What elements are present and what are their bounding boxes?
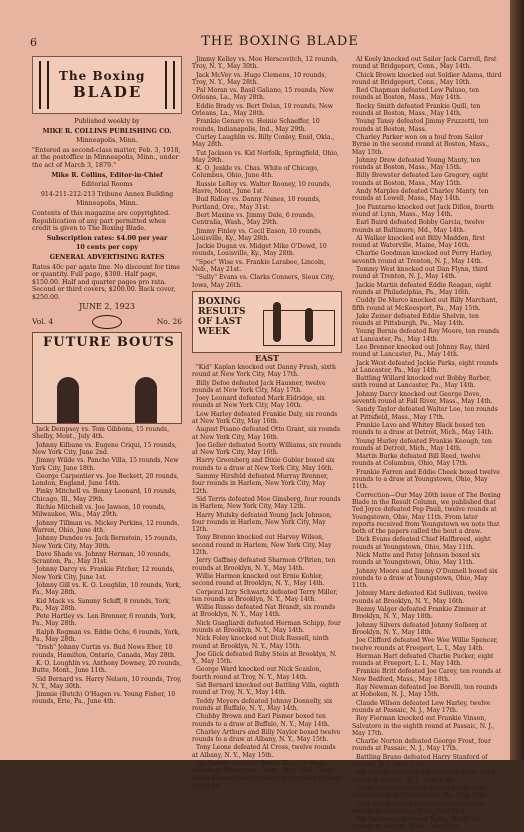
result-item: Sid Bernard knocked out Battling Villa, eighth round at Troy, N. Y., May 14th.: [192, 682, 340, 697]
result-item: Chick Brown knocked out Soldier Adams, third round at Bridgeport, Conn., May 10th.: [352, 71, 502, 86]
future-bout-item: Tut Jackson vs. Kid Norfolk, Springfield, Ohio, May 29th.: [192, 149, 339, 164]
editorial-rooms-label: Editorial Rooms: [81, 181, 133, 189]
result-item: Tony Brenno knocked out Harvey Wilson, second round in Harlem, New York City, May 12th.: [192, 534, 332, 557]
page-binding: [510, 0, 524, 760]
advertising-rates-text: Rates 40c per agate line. No discount for time or quantity. Full page, $300. Half page, $150.00. Half and quarter pages pro rata. Second or third covers, $200.00. Back cover, $250.00.: [32, 263, 180, 301]
result-item: Chubby Brown and Earl Pismer boxed ten rounds to a draw at Buffalo, N. Y., May 14th.: [192, 713, 330, 728]
result-item: Billy Brewster defeated Leo Gregory, eight rounds at Boston, Mass., May 15th.: [352, 172, 489, 187]
result-item: Charley Parker won on a foul from Sailor Byrne in the second round at Boston, Mass., May 15th.: [352, 133, 490, 156]
future-bout-item: Jimmy Kelley vs. Moe Herscovitch, 12 rounds, Troy, N. Y., May 30th.: [192, 56, 339, 71]
result-item: Frankie Lavo and Whitey Black boxed ten rounds to a draw at Detroit, Mich., May 14th.: [352, 421, 494, 437]
publisher-city: Minneapolis, Minn.: [76, 137, 138, 145]
column-middle: [192, 56, 342, 790]
future-bouts-title: FUTURE BOUTS: [43, 335, 175, 351]
result-item: Jake Zeiner defeated Eddie Shelvin, ten rounds at Pittsburgh, Pa., May 14th.: [352, 312, 479, 328]
result-item: Sid Ganske knocked out Spencer Sollo, third round at Passaic, N. J., May 17th.: [352, 769, 495, 784]
result-item: Frankie Britt defeated Joe Carey, ten rounds at New Bedford, Mass., May 18th.: [352, 668, 502, 683]
result-item: Willie Harmon knocked out Ernie Kohler, second round at Brooklyn, N. Y., May 14th.: [192, 572, 325, 588]
boxer-figure-icon: [305, 308, 313, 342]
result-item: Jack West defeated Jackie Parks, eight rounds at Lancaster, Pa., May 14th.: [352, 359, 498, 374]
result-item: Billy Defoe defeated Jack Hausner, twelve rounds at New York City, May 17th.: [192, 379, 326, 394]
future-bout-item: Jack Dempsey vs. Tom Gibbons, 15 rounds, Shelby, Mont., July 4th.: [32, 426, 170, 441]
volume-number: Vol. 4: [32, 317, 54, 327]
issue-number: No. 26: [156, 317, 182, 327]
logo-text-bottom: BLADE: [73, 83, 143, 101]
future-bout-item: Johnny Dundee vs. Jack Bernstein, 15 rounds, New York City, May 30th.: [32, 535, 178, 550]
future-bout-item: Dave Shade vs. Johnny Herman, 10 rounds, Scranton, Pa., May 31st.: [32, 550, 171, 566]
result-item: "Kid" Kaplan knocked out Danny Frush, sixth round at New York City, May 17th.: [192, 363, 336, 379]
result-item: Martin Burke defeated Bill Reed, twelve rounds at Columbus, Ohio, May 17th.: [352, 453, 481, 468]
result-item: Sid Terris defeated Moe Ginsberg, four rounds in Harlem, New York City, May 12th.: [192, 495, 341, 511]
result-item: Nick Matte and Patsy Johnson boxed six rounds at Youngstown, Ohio, May 11th.: [352, 552, 481, 567]
future-bout-item: Johnny Tillman vs. Mickey Perkins, 12 rounds, Warren, Ohio, June 4th.: [32, 519, 180, 534]
future-bout-item: Pal Moran vs. Basil Galiano, 15 rounds, New Orleans, La., May 28th.: [192, 87, 334, 102]
column-right: [352, 56, 502, 832]
result-item: Battling Willard knocked out Bobby Barber, sixth round at Lancaster, Pa., May 14th.: [352, 375, 491, 390]
result-item: Corporal Izzy Schwartz defeated Terry Miller, ten rounds at Brooklyn, N. Y., May 14th.: [192, 588, 338, 603]
result-item: Tony Gill defeated Bud Christiner, twelve rounds at Columbus, Ohio, May 21st.: [352, 800, 484, 815]
mail-entry-notice: "Entered as second-class matter, Feb. 3, 1918, at the postoffice in Minneapolis, Minn., under the act of March 3, 1879.": [32, 146, 181, 169]
result-item: Sammy Hirsfeld defeated Murray Brenner, four rounds in Harlem, New York City, May 12th.: [192, 473, 329, 495]
future-bout-item: K. O. Jenkle vs. Chas. White of Chicago, Columbus, Ohio, June 4th.: [192, 165, 319, 180]
boxing-blade-logo: [32, 56, 182, 114]
result-item: Harry Mulsky defeated Young Jack Johnson, four rounds in Harlem, New York City, May 12th.: [192, 511, 332, 534]
logo-text-top: The Boxing: [59, 69, 146, 83]
east-results-list: [192, 364, 342, 789]
result-item: Harry Greenberg and Dixie Gubler boxed six rounds to a draw at New York City, May 16th.: [192, 457, 335, 472]
east-heading: EAST: [254, 352, 280, 363]
boxing-results-illustration: [192, 291, 342, 353]
future-bout-item: Kid Mack vs. Sammy Schiff, 8 rounds, York, Pa., May 28th.: [32, 597, 171, 612]
result-item: Claude Wilson defeated Lew Harley, twelve rounds at Passaic, N. J., May 17th.: [352, 699, 491, 714]
future-bout-item: Bud Ridley vs. Danny Nunes, 10 rounds, Portland, Ore., May 31st.: [192, 196, 321, 211]
result-item: Charlie Norton defeated George Frost, four rounds at Passaic, N. J., May 17th.: [352, 738, 491, 753]
result-item: Young Hurley defeated Frankie Keough, ten rounds at Detroit, Mich., May 14th.: [352, 437, 492, 452]
result-item: Al Walker knocked out Billy Madden, first round at Waterville, Maine, May 16th.: [352, 234, 485, 250]
result-item: Joe Geller defeated Scotty Williams, six rounds at New York City, May 16th.: [192, 441, 342, 457]
editorial-address: 914-211-212-213 Tribune Annex Building: [40, 190, 174, 198]
result-item: August Pisano defeated Otto Grant, six rounds at New York City, May 16th.: [192, 426, 340, 441]
result-item: Willie Russo defeated Nat Brandt, six rounds at Brooklyn, N. Y., May 14th.: [192, 604, 336, 619]
result-item: Leo Brenner knocked out Johnny Ray, third round at Lancaster, Pa., May 14th.: [352, 343, 490, 359]
result-item: Young Bernie defeated Roy Moore, ten rounds at Lancaster, Pa., May 14th.: [352, 328, 500, 343]
boxer-figure-icon: [57, 377, 79, 423]
result-item: Al Keely knocked out Sailor Jack Carroll, first round at Bridgeport, Conn., May 14th.: [352, 56, 497, 71]
result-item: Tommy West knocked out Dan Flynn, third round at Trenton, N. J., May 14th.: [352, 266, 488, 281]
future-bout-item: Johnny Gill vs. K. O. Loughlin, 10 rounds, York, Pa., May 28th.: [32, 582, 182, 597]
volume-line: [32, 315, 182, 329]
future-bout-item: Jimmy Wilde vs. Pancho Villa, 15 rounds, New York City, June 18th.: [32, 457, 179, 472]
result-item: Lew Harley defeated Frankie Daly, six rounds at New York City, May 16th.: [192, 410, 338, 425]
upcoming-bouts-list: [192, 56, 342, 289]
published-line: Published weekly by: [74, 118, 140, 125]
future-bout-item: "Sully" Evans vs. Clarks Conners, Sioux City, Iowa, May 26th.: [192, 274, 335, 289]
result-item: Joe Pantarno knocked out Jack Dillon, fourth round at Lynn, Mass., May 14th.: [352, 203, 494, 218]
result-item: Johnny Moore and Jimmy O'Donnell boxed six rounds to a draw at Youngstown, Ohio, May 11th.: [352, 567, 498, 590]
publisher-company: MIKE R. COLLINS PUBLISHING CO.: [42, 127, 172, 135]
future-bout-item: Pinky Mitchell vs. Benny Leonard, 10 rounds, Chicago, Ill., May 29th.: [32, 488, 177, 503]
future-bout-item: Jackie Dugan vs. Midget Mike O'Dowd, 10 rounds, Louisville, Ky., May 28th.: [192, 243, 327, 258]
future-bout-item: Johnny Kilbane vs. Eugene Criqui, 15 rounds, New York City, June 2nd.: [32, 441, 177, 456]
result-item: Frankie Farren and Eddie Cheek boxed twelve rounds to a draw at Youngstown, Ohio, May 11th.: [352, 468, 500, 491]
future-bout-item: Jimmy Finley vs. Cecil Eason, 10 rounds, Louisville, Ky., May 28th.: [192, 227, 323, 242]
result-item: Roy Fierman knocked out Frankie Vinson, Salvatore in the eighth round at Passaic, N. J., May 17th.: [352, 715, 495, 737]
result-item: Ray Newman defeated Joe Borelli, ten rounds at Hoboken, N. J., May 15th.: [352, 684, 498, 699]
future-bout-item: Jack McVey vs. Hugo Clemens, 10 rounds, Troy, N. Y., May 28th.: [192, 71, 327, 86]
result-item: Johnny Darcy knocked out George Dove, seventh round at Fall River, Mass., May 14th.: [352, 390, 493, 406]
referee-figure-icon: [273, 302, 281, 342]
results-title: BOXING RESULTS OF LAST WEEK: [198, 296, 246, 337]
advertising-rates-title: GENERAL ADVERTISING RATES: [49, 253, 165, 261]
future-bout-item: Ralph Rogman vs. Eddie Ochs, 6 rounds, York, Pa., May 28th.: [32, 628, 180, 644]
copyright-notice: Contents of this magazine are copyrighted. Republication of any part permitted when credit is given to The Boxing Blade.: [32, 209, 171, 233]
result-item: Jerry Gaffney defeated Sharmon O'Brien, ten rounds at Brooklyn, N. Y., May 14th.: [192, 557, 336, 572]
result-item: Charley Arthurs and Billy Naylor boxed twelve rounds to a draw at Albany, N. Y., May 15th.: [192, 728, 341, 744]
future-bout-item: Johnny Darcy vs. Frankie Fitcher, 12 rounds, New York City, June 1st.: [32, 566, 175, 581]
future-bout-item: Bert Maxine vs. Jimmy Dale, 6 rounds, Centralia, Wash., May 29th.: [192, 211, 316, 227]
result-item: Joey Leonard defeated Mark Eldridge, six rounds at New York City, May 16th.: [192, 395, 325, 410]
result-item: Johnny Silvers defeated Johnny Solberg at Brooklyn, N. Y., May 18th.: [352, 621, 487, 636]
result-item: Joe Clifford defeated Wee Wee Willie Spencer, twelve rounds at Freeport, L. I., May 14th.: [352, 637, 498, 652]
result-item: Battling Bruno defeated Harry Stanford of Passaic, N. J., May 17th.: [352, 753, 488, 769]
issue-date: JUNE 2, 1923: [79, 302, 135, 312]
result-item: Red Chapman defeated Lew Paluso, ten rounds at Boston, Mass., May 14th.: [352, 87, 480, 102]
future-bout-item: Curley Laughlin vs. Billy Conley, Enid, Okla., May 28th.: [192, 133, 335, 149]
result-item: Earl Baird defeated Bobby Garcia, twelve rounds at Baltimore, Md., May 14th.: [352, 219, 485, 234]
result-item: Benny Valger defeated Frankie Zimmer at Brooklyn, N. Y., May 18th.: [352, 606, 487, 621]
boxer-figure-icon: [135, 377, 157, 423]
result-item: Nick Foley knocked out Dick Russell, ninth round at Brooklyn, N. Y., May 15th.: [192, 635, 329, 650]
future-bout-item: Frankie Genaro vs. Heinie Schaeffer, 10 rounds, Indianapolis, Ind., May 29th.: [192, 118, 320, 133]
result-item: Correction—Our May 26th issue of The Boxing Blade in the Result Column, we published that Ted Joyce defeated Pep Pauli, twelve rounds at Youngstown, Ohio, May 11th. From later reports received from Youngstown we note that both of the papers called the bout a draw.: [352, 491, 501, 536]
editorial-city: Minneapolis, Minn.: [76, 200, 138, 208]
page-number: 6: [30, 36, 37, 49]
future-bout-item: Jimmie (Butch) O'Hagen vs. Young Fisher, 10 rounds, Erie, Pa., June 4th.: [32, 691, 176, 706]
future-bout-item: Russie LeRoy vs. Walter Rooney, 10 rounds, Havre, Mont., June 1st.: [192, 180, 332, 196]
result-item: Teddy Meyers defeated Johnny Donnelly, six rounds at Buffalo, N. Y., May 14th.: [192, 697, 333, 712]
future-bout-item: Richie Mitchell vs. Joe Jawson, 10 rounds, Milwaukee, Wis., May 29th.: [32, 504, 166, 519]
page-header: [0, 34, 510, 50]
result-item: Dick Evans defeated Chief Halfbreed, eight rounds at Youngstown, Ohio, May 11th.: [352, 536, 491, 551]
masthead-title: THE BOXING BLADE: [201, 34, 359, 49]
editor-line: Mike R. Collins, Editor-in-Chief: [51, 171, 163, 179]
emblem-icon: [92, 315, 122, 329]
result-item: Herman Hart defeated Charlie Pucker, eight rounds at Freeport, L. I., May 14th.: [352, 652, 494, 668]
result-item: Cuddy De Marco knocked out Billy Marchant, fifth round at McKeesport, Pa., May 15th.: [352, 297, 498, 312]
result-item: Nick Guagliardi defeated Herman Schipp, four rounds at Brooklyn, N. Y., May 14th.: [192, 619, 341, 634]
result-item: Johnny Marx defeated Kid Sullivan, twelve rounds at Brooklyn, N. Y., May 16th.: [352, 590, 488, 605]
future-bout-item: Sid Bernard vs. Harry Nelson, 10 rounds, Troy, N. Y., May 30th.: [32, 675, 182, 690]
east-results-list-continued: [352, 56, 502, 831]
copy-price: 10 cents per copy: [75, 244, 139, 252]
result-item: Jackie Martin defeated Eddie Reagan, eight rounds at Philadelphia, Pa., May 16th.: [352, 281, 492, 296]
future-bouts-list: [32, 426, 182, 706]
publisher-block: [32, 118, 182, 311]
future-bout-item: "Irish" Johnny Curtin vs. Bud News Eber, 10 rounds, Hamilton, Ontario, Canada, May 28th.: [32, 644, 176, 659]
result-item: Pedro Campo defeated Whitey Fitzgerald, eight rounds at Philadelphia, Pa., May 19th.: [352, 784, 489, 800]
result-item: Tony Leone defeated Al Cross, twelve rounds at Albany, N. Y., May 15th.: [192, 744, 336, 759]
future-bouts-illustration: [32, 332, 182, 424]
future-bout-item: Pete Hartley vs. Len Brenner, 6 rounds, York, Pa., May 28th.: [32, 613, 177, 628]
result-item: Sandy Taylor defeated Walter Lee, ten rounds at Pittsfield, Mass., May 17th.: [352, 406, 498, 421]
result-item: Young Tansy defeated Jimmy Fruzzetti, ten rounds at Boston, Mass.: [352, 118, 489, 133]
future-bout-item: Eddie Brady vs. Bert Dolan, 10 rounds, New Orleans, La., May 28th.: [192, 102, 333, 118]
result-item: Charlie Goodman knocked out Perry Harley, seventh round at Trenton, N. J., May 14th.: [352, 250, 493, 265]
result-item: Joe Glick defeated Ruby Stein at Brooklyn, N. Y., May 15th.: [192, 650, 337, 666]
future-bout-item: George Carpentier vs. Joe Beckett, 20 rounds, London, England, June 14th.: [32, 472, 179, 488]
result-item: Rocky Smith defeated Frankie Quill, ten rounds at Boston, Mass., May 14th.: [352, 102, 481, 118]
result-item: George Ward knocked out Nick Scanlon, fourth round at Troy, N. Y., May 14th.: [192, 666, 322, 681]
future-bout-item: "Spec" Wise vs. Frankie Larabee, Lincoln, Neb., May 21st.: [192, 258, 326, 274]
column-left: [32, 56, 182, 707]
subscription-rates: Subscription rates: $4.00 per year: [46, 234, 168, 242]
future-bout-item: K. O. Loughlin vs. Anthony Downey, 20 rounds, Butte, Mont., June 11th.: [32, 659, 182, 675]
result-item: Joe Barnes defeated Jimmy Darcy in three rounds at Bridgeport, Conn., May 14th, Darcy being disqualified for failing to continue without being hit.: [192, 760, 342, 789]
result-item: Andy Marples defeated Charley Manty, ten rounds at Lowell, Mass., May 14th.: [352, 188, 489, 203]
result-item: Sid Barbarian defeated Bobby Ward, ten rounds at Detroit, Mich., May 21st.: [352, 816, 482, 831]
result-item: Johnny Drew defeated Young Manty, ten rounds at Boston, Mass., May 15th.: [352, 156, 481, 172]
